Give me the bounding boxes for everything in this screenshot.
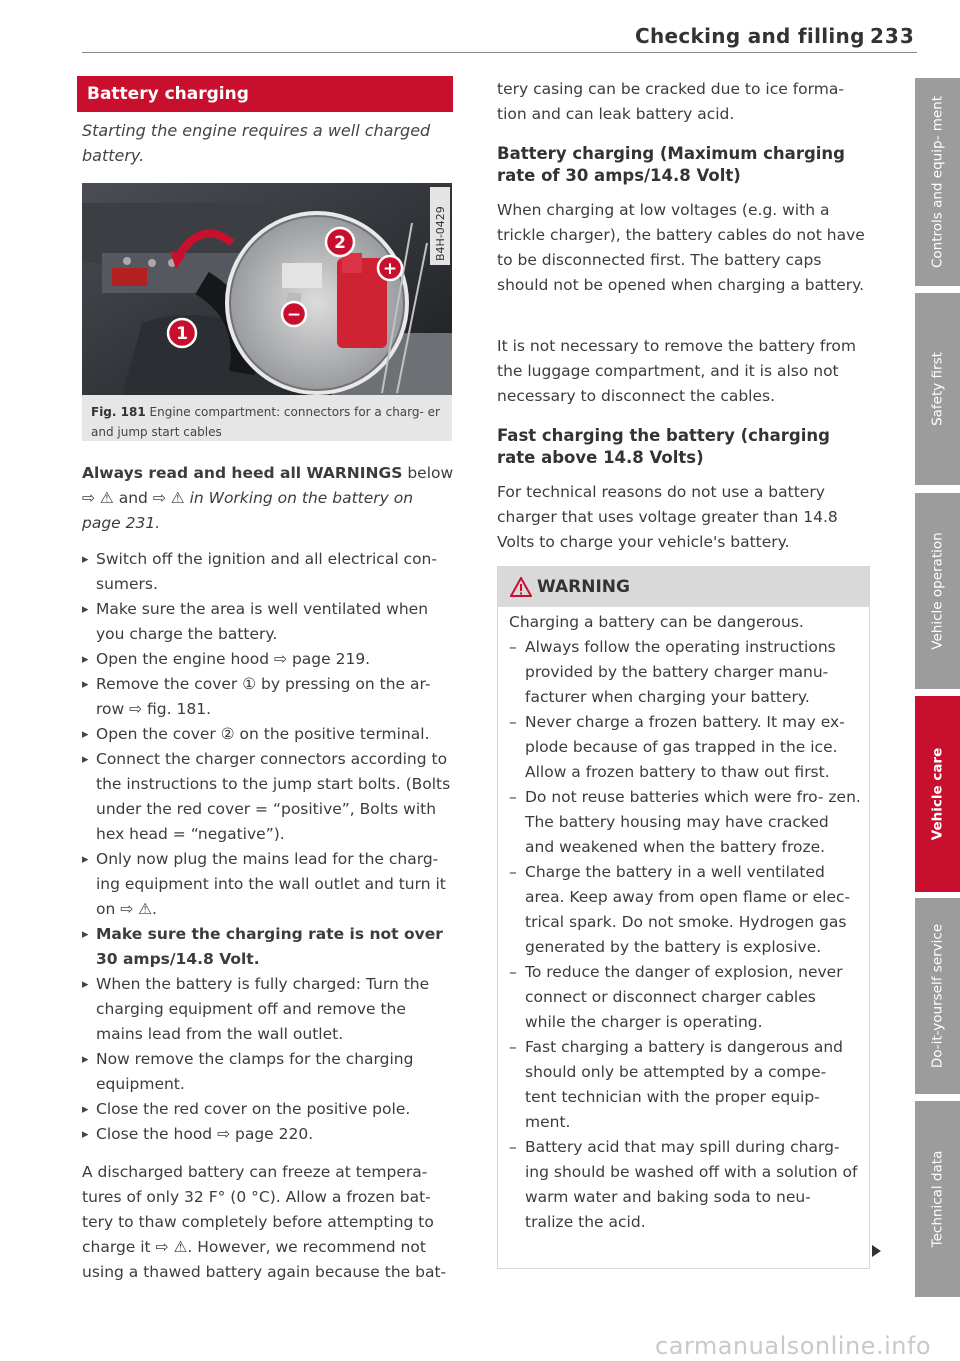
paragraph-not-necessary: It is not necessary to remove the battery from the luggage compartment, and it is also not necessary to disconnect the cables. [497, 337, 856, 405]
caption-label: Fig. 181 [91, 405, 146, 419]
plus-label: + [382, 259, 398, 279]
warning-item: – Never charge a frozen battery. It may ex- plode because of gas trapped in the ice. Allow a frozen battery to thaw out first. [509, 710, 861, 785]
warning-intro: Charging a battery can be dangerous. [509, 613, 804, 631]
section-title: Battery charging [77, 76, 453, 112]
closing-paragraph: A discharged battery can freeze at tempera- tures of only 32 F° (0 °C). Allow a frozen bat- tery to thaw completely before attempting to charge it ⇨ ⚠. However, we recommend not using a thawed battery again because the bat- [82, 1163, 447, 1281]
page-number: 233 [870, 24, 915, 48]
continued-paragraph: tery casing can be cracked due to ice forma- tion and can leak battery acid. [497, 80, 844, 123]
step-item: ▸ When the battery is fully charged: Turn the charging equipment off and remove the mains lead from the wall outlet. [82, 972, 456, 1047]
step-item: ▸ Close the red cover on the positive pole. [82, 1097, 456, 1122]
section-intro: Starting the engine requires a well charged battery. [82, 121, 431, 165]
lead-after: below ⇨ ⚠ and ⇨ ⚠ [82, 464, 454, 507]
side-tab-technical-data[interactable] [915, 1101, 960, 1297]
callout-2: 2 [334, 233, 346, 253]
step-item: ▸ Make sure the area is well ventilated when you charge the battery. [82, 597, 456, 647]
step-item: ▸ Switch off the ignition and all electrical con- sumers. [82, 547, 456, 597]
step-item: ▸ Now remove the clamps for the charging equipment. [82, 1047, 456, 1097]
engine-compartment-figure [82, 183, 452, 395]
warning-item: – Charge the battery in a well ventilated area. Keep away from open flame or elec- trical spark. Do not smoke. Hydrogen gas generated by the battery is explosive. [509, 860, 861, 960]
step-item: ▸ Connect the charger connectors according to the instructions to the jump start bolts. (Bolts under the red cover = “positive”, Bolts with hex head = “negative”). [82, 747, 456, 847]
side-tab-safety[interactable] [915, 293, 960, 485]
running-header-title: Checking and filling [635, 24, 865, 48]
step-item: ▸ Close the hood ⇨ page 220. [82, 1122, 456, 1147]
step-item: ▸ Open the cover ② on the positive terminal. [82, 722, 456, 747]
step-item: ▸ Remove the cover ① by pressing on the ar- row ⇨ fig. 181. [82, 672, 456, 722]
minus-label: − [286, 305, 302, 325]
heading-fast-charging: Fast charging the battery (charging rate above 14.8 Volts) [497, 426, 830, 467]
heading-max-charging: Battery charging (Maximum charging rate of 30 amps/14.8 Volt) [497, 144, 845, 185]
side-tab-label: Controls and equip- ment [929, 95, 945, 269]
paragraph-technical-reasons: For technical reasons do not use a battery charger that uses voltage greater than 14.8 Volts to charge your vehicle's battery. [497, 483, 838, 551]
lead-italic: in Working on the battery on page 231. [82, 489, 414, 532]
side-tab-label: Vehicle operation [929, 532, 945, 650]
warning-item: – To reduce the danger of explosion, never connect or disconnect charger cables while the charger is operating. [509, 960, 861, 1035]
warning-item: – Fast charging a battery is dangerous and should only be attempted by a compe- tent technician with the proper equip- ment. [509, 1035, 861, 1135]
step-item: ▸ Only now plug the mains lead for the charg- ing equipment into the wall outlet and turn it on ⇨ ⚠. [82, 847, 456, 922]
warning-title: WARNING [537, 577, 630, 597]
callout-1: 1 [176, 324, 188, 344]
side-tab-vehicle-operation[interactable] [915, 493, 960, 689]
side-tab-label: Do-it-yourself service [929, 923, 945, 1069]
warnings-lead [82, 461, 456, 536]
warning-triangle-icon [510, 577, 532, 597]
side-tab-vehicle-care[interactable] [915, 696, 960, 892]
warning-list [509, 610, 861, 1235]
figure-caption [91, 402, 449, 442]
header-rule [82, 52, 917, 53]
step-item: ▸ Open the engine hood ⇨ page 219. [82, 647, 456, 672]
warning-item: – Battery acid that may spill during charg- ing should be washed off with a solution of warm water and baking soda to neu- tralize the acid. [509, 1135, 861, 1235]
step-item-bold: ▸ Make sure the charging rate is not over 30 amps/14.8 Volt. [82, 922, 456, 972]
warning-item: – Always follow the operating instructions provided by the battery charger manu- facturer when charging your battery. [509, 635, 861, 710]
warning-item: – Do not reuse batteries which were fro- zen. The battery housing may have cracked and weakened when the battery froze. [509, 785, 861, 860]
watermark-text: carmanualsonline.info [655, 1332, 932, 1360]
paragraph-low-voltage: When charging at low voltages (e.g. with a trickle charger), the battery cables do not have to be disconnected first. The battery caps should not be opened when charging a battery. [497, 201, 865, 294]
steps-list [82, 547, 456, 1147]
figure-code: B4H-0429 [434, 206, 447, 261]
side-tab-label: Vehicle care [929, 747, 945, 841]
continue-arrow-icon [872, 1245, 881, 1257]
caption-text: Engine compartment: connectors for a charg- er and jump start cables [91, 405, 440, 439]
lead-bold: Always read and heed all WARNINGS [82, 464, 403, 482]
side-tab-controls[interactable] [915, 78, 960, 286]
side-tab-label: Technical data [929, 1150, 945, 1248]
engine-illustration [82, 183, 452, 395]
side-tab-diy-service[interactable] [915, 898, 960, 1094]
side-tab-label: Safety first [929, 352, 945, 426]
